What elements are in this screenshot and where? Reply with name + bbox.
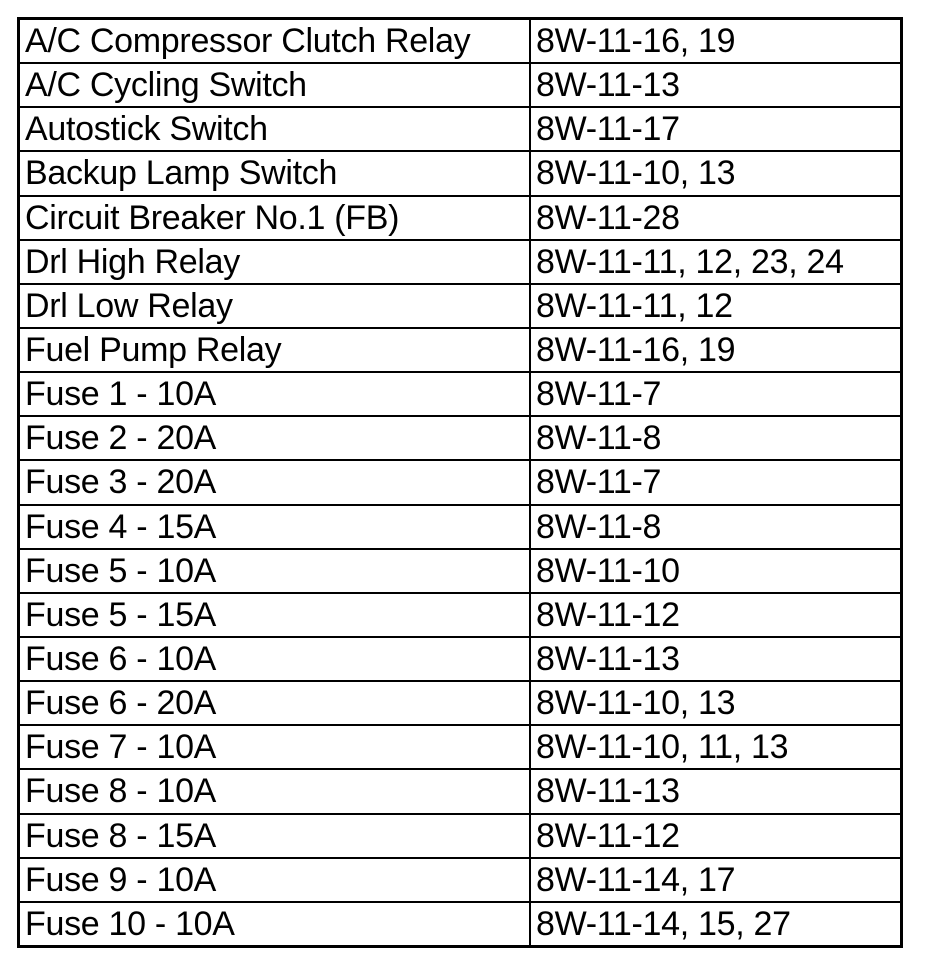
component-name-cell: Fuel Pump Relay: [20, 328, 530, 372]
table-row: [20, 681, 900, 725]
component-name-cell: Autostick Switch: [20, 107, 530, 151]
component-name-cell: Fuse 6 - 20A: [20, 681, 530, 725]
page-reference-cell: 8W-11-13: [530, 769, 900, 813]
component-name-cell: Fuse 5 - 15A: [20, 593, 530, 637]
component-name-cell: Fuse 9 - 10A: [20, 858, 530, 902]
component-name-cell: Fuse 4 - 15A: [20, 505, 530, 549]
page-reference-cell: 8W-11-7: [530, 460, 900, 504]
table-row: [20, 416, 900, 460]
page-reference-cell: 8W-11-12: [530, 814, 900, 858]
table-row: [20, 20, 900, 63]
table-row: [20, 240, 900, 284]
component-name-cell: Drl Low Relay: [20, 284, 530, 328]
page-reference-cell: 8W-11-16, 19: [530, 20, 900, 63]
page-reference-cell: 8W-11-13: [530, 63, 900, 107]
table-row: [20, 151, 900, 195]
page-reference-cell: 8W-11-8: [530, 505, 900, 549]
table-row: [20, 63, 900, 107]
table-row: [20, 549, 900, 593]
page-reference-cell: 8W-11-12: [530, 593, 900, 637]
component-name-cell: A/C Cycling Switch: [20, 63, 530, 107]
page-reference-cell: 8W-11-13: [530, 637, 900, 681]
page-reference-cell: 8W-11-10, 11, 13: [530, 725, 900, 769]
component-name-cell: Fuse 3 - 20A: [20, 460, 530, 504]
page-reference-cell: 8W-11-14, 17: [530, 858, 900, 902]
component-name-cell: Fuse 6 - 10A: [20, 637, 530, 681]
component-name-cell: Fuse 5 - 10A: [20, 549, 530, 593]
table-row: [20, 593, 900, 637]
component-name-cell: Fuse 1 - 10A: [20, 372, 530, 416]
table-row: [20, 328, 900, 372]
page-reference-cell: 8W-11-11, 12, 23, 24: [530, 240, 900, 284]
component-name-cell: Drl High Relay: [20, 240, 530, 284]
table-row: [20, 460, 900, 504]
page-reference-cell: 8W-11-11, 12: [530, 284, 900, 328]
table-row: [20, 725, 900, 769]
table-row: [20, 814, 900, 858]
table-row: [20, 107, 900, 151]
component-index-table: [20, 20, 900, 945]
component-name-cell: Fuse 8 - 10A: [20, 769, 530, 813]
page-reference-cell: 8W-11-7: [530, 372, 900, 416]
table-row: [20, 637, 900, 681]
page-reference-cell: 8W-11-10, 13: [530, 151, 900, 195]
page-reference-cell: 8W-11-14, 15, 27: [530, 902, 900, 945]
page-reference-cell: 8W-11-10: [530, 549, 900, 593]
table-row: [20, 196, 900, 240]
component-name-cell: Fuse 8 - 15A: [20, 814, 530, 858]
table-row: [20, 902, 900, 945]
component-name-cell: Fuse 7 - 10A: [20, 725, 530, 769]
page-reference-cell: 8W-11-17: [530, 107, 900, 151]
component-name-cell: Circuit Breaker No.1 (FB): [20, 196, 530, 240]
component-name-cell: Fuse 2 - 20A: [20, 416, 530, 460]
table-row: [20, 284, 900, 328]
table-row: [20, 769, 900, 813]
component-index-table-frame: [17, 17, 903, 948]
component-name-cell: A/C Compressor Clutch Relay: [20, 20, 530, 63]
page-reference-cell: 8W-11-8: [530, 416, 900, 460]
table-row: [20, 858, 900, 902]
component-name-cell: Backup Lamp Switch: [20, 151, 530, 195]
table-row: [20, 505, 900, 549]
page-reference-cell: 8W-11-28: [530, 196, 900, 240]
table-row: [20, 372, 900, 416]
component-name-cell: Fuse 10 - 10A: [20, 902, 530, 945]
page-reference-cell: 8W-11-16, 19: [530, 328, 900, 372]
page-reference-cell: 8W-11-10, 13: [530, 681, 900, 725]
